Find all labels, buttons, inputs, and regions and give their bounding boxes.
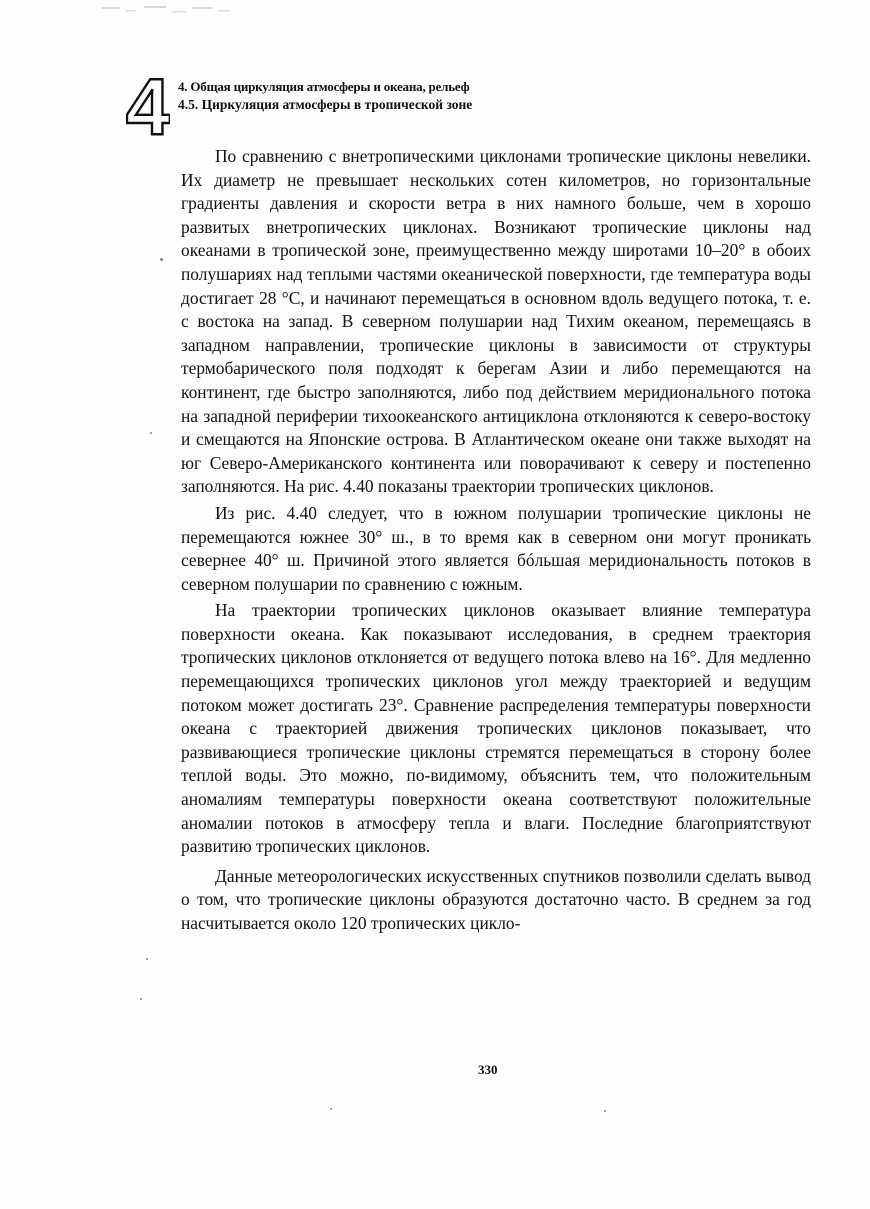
scan-speck — [330, 1108, 332, 1110]
paragraph: По сравнению с внетропическими циклонами тропические циклоны невелики. Их диаметр не превышает нескольких сотен километров, но горизонтальные градиенты давления и скорости ветра в них намного больше, чем в хорошо развитых внетропических циклонах. Возникают тропические циклоны над океанами в тропической зоне, преимущественно между широтами 10–20° в обоих полушариях над теплыми частями океанической поверхности, где температура воды достигает 28 °С, и начинают перемещаться в основном вдоль ведущего потока, т. е. с востока на запад. В северном полушарии над Тихим океаном, перемещаясь в западном направлении, тропические циклоны в зависимости от структуры термобарического поля подходят к берегам Азии и либо перемещаются на континент, где быстро заполняются, либо под действием меридионального потока на западной периферии тихоокеанского антициклона отклоняются к северо-востоку и смещаются на Японские острова. В Атлантическом океане они также выходят на юг Северо-Американского континента или поворачивают к северу и постепенно заполняются. На рис. 4.40 показаны траектории тропических циклонов. — [181, 146, 811, 497]
paragraph: Данные метеорологических искусственных спутников позволили сделать вывод о том, что тропические циклоны образуются достаточно часто. В среднем за год насчитывается около 120 тропических цикло- — [181, 865, 811, 933]
scan-speck — [140, 998, 142, 1000]
scan-speck — [604, 1110, 606, 1112]
page-number: 330 — [478, 1062, 498, 1077]
body-text — [181, 145, 811, 939]
section-title: 4.5. Циркуляция атмосферы в тропической зоне — [178, 97, 473, 112]
paragraph: На траектории тропических циклонов оказывает влияние температура поверхности океана. Как показывают исследования, в среднем траектория тропических циклонов отклоняется от ведущего потока влево на 16°. Для медленно перемещающихся тропических циклонов угол между траекторией и ведущим потоком может достигать 23°. Сравнение распределения температуры поверхности океана с траекторией движения тропических циклонов показывает, что развивающиеся тропические циклоны стремятся перемещаться в сторону более теплой воды. Это можно, по-видимому, объяснить тем, что положительным аномалиям температуры поверхности океана соответствуют положительные аномалии потоков в атмосферу тепла и влаги. Последние благоприятствуют развитию тропических циклонов. — [181, 600, 811, 857]
chapter-number-glyph: 4 — [126, 70, 170, 142]
scan-speck — [150, 432, 152, 434]
scan-speck — [146, 958, 148, 960]
scan-speck — [160, 258, 163, 261]
chapter-number-outline — [126, 70, 170, 142]
chapter-title: 4. Общая циркуляция атмосферы и океана, рельеф — [178, 79, 470, 94]
paragraph: Из рис. 4.40 следует, что в южном полушарии тропические циклоны не перемещаются южнее 30° ш., в то время как в северном они могут проникать севернее 40° ш. Причиной этого является бóльшая меридиональность потоков в северном полушарии по сравнению с южным. — [181, 502, 811, 594]
running-header — [178, 78, 818, 114]
scan-artifact — [100, 4, 240, 18]
